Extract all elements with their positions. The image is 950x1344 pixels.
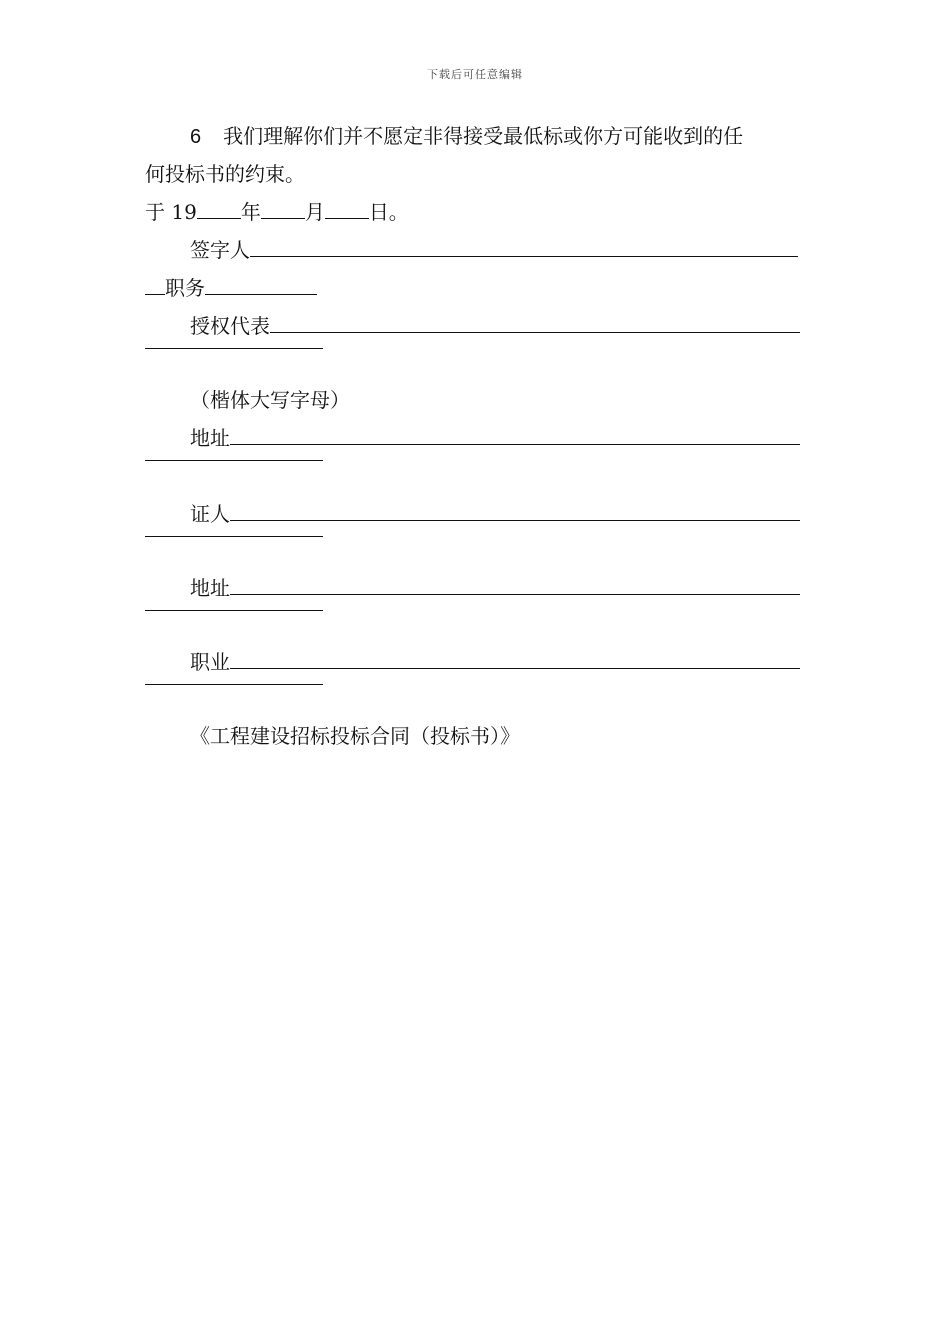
- document-title: 《工程建设招标投标合同（投标书）》: [190, 724, 520, 748]
- address-blank-1: [230, 424, 800, 445]
- position-line: [145, 272, 317, 301]
- auth-rep-blank: [270, 312, 800, 333]
- signer-label: 签字人: [190, 238, 250, 262]
- signer-blank: [250, 236, 798, 257]
- day-blank: [325, 198, 369, 219]
- date-year-label: 年: [240, 200, 261, 224]
- occupation-label: 职业: [190, 650, 230, 674]
- date-line: [145, 196, 409, 225]
- address-blank-2-continued: [145, 610, 323, 611]
- signer-line: [190, 234, 798, 263]
- clause-number: 6: [190, 126, 202, 148]
- occupation-line: [190, 646, 800, 675]
- signer-blank-continued: [145, 274, 165, 295]
- address-line-1: [190, 422, 800, 451]
- year-blank: [197, 198, 241, 219]
- address-label-1: 地址: [190, 426, 230, 450]
- page-header: 下载后可任意编辑: [427, 68, 523, 81]
- auth-rep-label: 授权代表: [190, 314, 270, 338]
- occupation-blank-continued: [145, 684, 323, 685]
- date-day-label: 日。: [368, 200, 409, 224]
- position-blank: [205, 274, 317, 295]
- block-letters-note: （楷体大写字母）: [190, 388, 350, 412]
- month-blank: [261, 198, 305, 219]
- address-blank-2: [230, 574, 800, 595]
- clause-text-1: 我们理解你们并不愿定非得接受最低标或你方可能收到的任: [223, 124, 744, 148]
- auth-rep-blank-continued: [145, 348, 323, 349]
- address-label-2: 地址: [190, 576, 230, 600]
- position-label: 职务: [165, 276, 205, 300]
- date-prefix: 于 19: [145, 200, 197, 224]
- clause-6-line-1: [190, 120, 743, 149]
- occupation-blank: [230, 648, 800, 669]
- clause-6-line-2: 何投标书的约束。: [145, 162, 305, 186]
- witness-label: 证人: [190, 502, 230, 526]
- witness-line: [190, 498, 800, 527]
- witness-blank: [230, 500, 800, 521]
- address-line-2: [190, 572, 800, 601]
- date-month-label: 月: [304, 200, 325, 224]
- witness-blank-continued: [145, 536, 323, 537]
- auth-rep-line: [190, 310, 800, 339]
- address-blank-1-continued: [145, 460, 323, 461]
